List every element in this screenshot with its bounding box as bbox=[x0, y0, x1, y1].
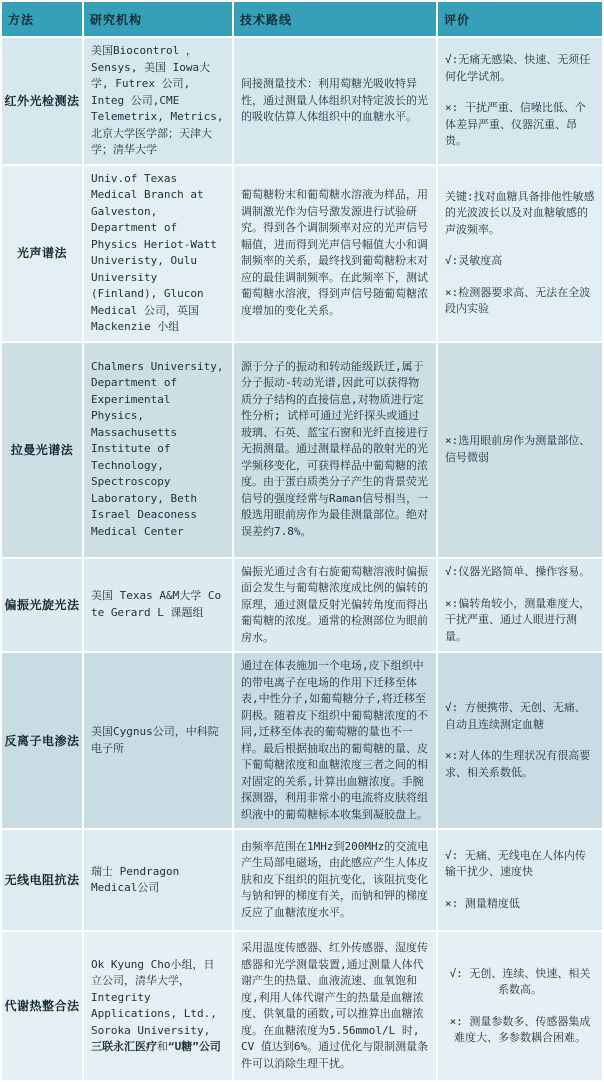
evaluation-paragraph: ×:偏转角较小，测量难度大，干扰严重、通过人眼进行测量。 bbox=[445, 596, 591, 643]
table-row bbox=[2, 653, 602, 828]
evaluation-paragraph: ×: 测量精度低 bbox=[445, 896, 520, 910]
institution-text-bold: 三联永汇医疗 bbox=[91, 1040, 157, 1053]
institution-text: Chalmers University, Department of Experimental Physics, Massachusetts Institute of Technology, Spectroscopy Laboratory, Beth Israel Deaconess Medical Center bbox=[91, 359, 224, 538]
method-cell: 反离子电渗法 bbox=[2, 653, 82, 828]
column-header-evaluation: 评价 bbox=[438, 2, 602, 36]
institution-cell bbox=[84, 932, 232, 1080]
tech-route-paragraph: 由频率范围在1MHz到200MHz的交流电产生局部电磁场，由此感应产生人体皮肤和皮下组织的阻抗变化，该阻抗变化与钠和钾的梯度有关，而钠和钾的梯度反应了血糖浓度水平。 bbox=[241, 839, 429, 919]
evaluation-cell bbox=[438, 932, 602, 1080]
institution-text-bold: “U糖”公司 bbox=[168, 1040, 221, 1053]
tech-route-paragraph: 采用温度传感器、红外传感器、湿度传感器和光学测量装置,通过测量人体代谢产生的热量、血液流速、血氧饱和度,利用人体代谢产生的热量是血糖浓度、供氧量的函数,可以推算出血糖浓度。在血糖浓度为5.56mmol/L 时, CV 值达到6%。通过优化与限制测量条件可以消除生理干扰。 bbox=[241, 941, 429, 1070]
column-header-tech-route: 技术路线 bbox=[234, 2, 436, 36]
institution-cell bbox=[84, 343, 232, 557]
evaluation-paragraph: ×:对人体的生理状况有很高要求、相关系数低。 bbox=[445, 749, 591, 779]
tech-route-paragraph: 偏振光通过含有右旋葡萄糖溶液时偏振面会发生与葡萄糖浓度成比例的偏转的原理，通过测量反射光偏转角度而得出葡萄糖的浓度。通常的检测部位为眼前房水。 bbox=[241, 564, 428, 644]
table-row bbox=[2, 166, 602, 341]
table-row bbox=[2, 38, 602, 164]
tech-route-cell bbox=[234, 653, 436, 828]
tech-route-cell bbox=[234, 559, 436, 652]
tech-route-cell bbox=[234, 343, 436, 557]
tech-route-cell bbox=[234, 38, 436, 164]
evaluation-paragraph: √:仪器光路简单、操作容易。 bbox=[445, 565, 591, 579]
institution-cell bbox=[84, 166, 232, 341]
tech-route-paragraph: 通过在体表施加一个电场,皮下组织中的带电离子在电场的作用下迁移至体表,中性分子,如葡萄糖分子,将迁移至阴极。随着皮下组织中葡萄糖浓度的不同,迁移至体表的葡萄糖的量也不一样。最后根据抽取出的葡萄糖的量、皮下葡萄糖浓度和血糖浓度三者之间的相对固定的关系,计算出血糖浓度。手腕探测器，利用非常小的电流将皮肤将组织液中的葡萄糖标本收集到凝胶盘上。 bbox=[241, 659, 428, 821]
table-header-row bbox=[2, 2, 602, 36]
table-body bbox=[2, 38, 602, 1080]
evaluation-cell bbox=[438, 166, 602, 341]
evaluation-cell bbox=[438, 559, 602, 652]
method-cell: 红外光检测法 bbox=[2, 38, 82, 164]
evaluation-paragraph: ×:选用眼前房作为测量部位、信号微弱 bbox=[445, 434, 591, 464]
table-row bbox=[2, 932, 602, 1080]
tech-route-paragraph: 间接测量技术：利用萄糖光吸收特异性，通过测量人体组织对特定波长的光的吸收估算人体组织中的血糖水平。 bbox=[241, 77, 428, 123]
evaluation-paragraph: √: 无痛、无线电在人体内传输干扰少、速度快 bbox=[445, 848, 586, 879]
evaluation-cell bbox=[438, 830, 602, 930]
column-header-method: 方法 bbox=[2, 2, 82, 36]
institution-text: 瑞士 Pendragon Medical公司 bbox=[91, 864, 180, 894]
tech-route-cell bbox=[234, 932, 436, 1080]
institution-cell bbox=[84, 830, 232, 930]
evaluation-cell bbox=[438, 653, 602, 828]
institution-text: 和 bbox=[157, 1040, 168, 1053]
evaluation-paragraph: √: 无创、连续、快速、相关系数高。 bbox=[449, 966, 591, 996]
tech-route-paragraph: 葡萄糖粉末和葡萄糖水溶液为样品，用调制激光作为信号激发源进行试验研究。得到各个调制频率对应的光声信号幅值，进而得到光声信号幅值大小和调制频率的关系，最终找到葡萄糖粉末对应的最佳调制频率。在此频率下，测试葡萄糖水溶液，得到声信号随葡萄糖浓度增加的变化关系。 bbox=[241, 188, 428, 317]
method-cell: 拉曼光谱法 bbox=[2, 343, 82, 557]
institution-cell bbox=[84, 559, 232, 652]
institution-cell bbox=[84, 38, 232, 164]
method-cell: 无线电阻抗法 bbox=[2, 830, 82, 930]
evaluation-paragraph: ×: 干扰严重、信噪比低、个体差异严重、仪器沉重、昂贵。 bbox=[445, 101, 586, 147]
evaluation-paragraph: 关键:找对血糖具备排他性敏感的光波波长以及对血糖敏感的声波频率。 bbox=[445, 189, 595, 236]
evaluation-cell bbox=[438, 343, 602, 557]
method-cell: 偏振光旋光法 bbox=[2, 559, 82, 652]
institution-text: 美国Biocontrol ，Sensys, 美国 Iowa大学, Futrex 公司, Integ 公司,CME Telemetrix, Metrics, 北京大学医学部；天津大学；清华大学 bbox=[91, 44, 224, 156]
tech-route-paragraph: 源于分子的振动和转动能级跃迁,属于分子振动-转动光谱,因此可以获得物质分子结构的直接信息,对物质进行定性分析; 试样可通过光纤探头或通过玻璃、石英、蓝宝石窗和光纤直接进行无损测量。通过测量样品的散射光的光学频移变化，可获得样品中葡萄糖的浓度。由于蛋白质类分子产生的背景荧光信号的强度经常与Raman信号相当，一般选用眼前房作为最佳测量部位。绝对误差约7.8%。 bbox=[241, 359, 429, 538]
table-row bbox=[2, 830, 602, 930]
evaluation-paragraph: √: 方便携带、无创、无痛、自动且连续测定血糖 bbox=[445, 701, 586, 731]
method-cell: 代谢热整合法 bbox=[2, 932, 82, 1080]
method-cell: 光声谱法 bbox=[2, 166, 82, 341]
institution-text: 美国 Texas A&M大学 Co te Gerard L 课题组 bbox=[91, 589, 222, 619]
table-row bbox=[2, 343, 602, 557]
evaluation-paragraph: ×:检测器要求高、无法在全波段内实验 bbox=[445, 285, 591, 315]
evaluation-paragraph: ×: 测量参数多、传感器集成难度大、多参数耦合困难。 bbox=[449, 1014, 591, 1044]
table-row bbox=[2, 559, 602, 652]
institution-text: Univ.of Texas Medical Branch at Galveston, Department of Physics Heriot-Watt Univeristy, Oulu University (Finland), Glucon Medical 公司，英国Mackenzie 小组 bbox=[91, 171, 217, 333]
institution-cell bbox=[84, 653, 232, 828]
tech-route-cell bbox=[234, 166, 436, 341]
institution-text: Ok Kyung Cho小组，日立公司，清华大学，Integrity Applications, Ltd., Soroka University, bbox=[91, 957, 217, 1037]
tech-route-cell bbox=[234, 830, 436, 930]
evaluation-paragraph: √:无痛无感染、快速、无须任何化学试剂。 bbox=[445, 53, 591, 83]
column-header-institution: 研究机构 bbox=[84, 2, 232, 36]
evaluation-paragraph: √:灵敏度高 bbox=[445, 254, 503, 267]
institution-text: 美国Cygnus公司，中科院电子所 bbox=[91, 725, 219, 755]
evaluation-cell bbox=[438, 38, 602, 164]
